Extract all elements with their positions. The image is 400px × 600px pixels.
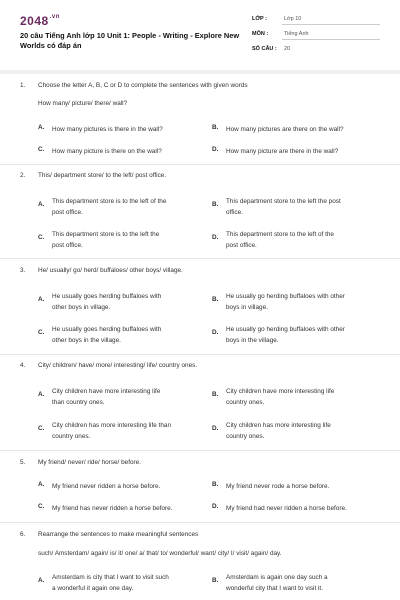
meta-divider [282,39,380,40]
option-text: This department store is to the left of the post office. [52,198,167,216]
question-prompt: How many/ picture/ there/ wall? [38,100,128,107]
option-letter: C. [38,234,45,241]
question-number: 6. [20,531,26,538]
page-title: 20 câu Tiếng Anh lớp 10 Unit 1: People - Writing - Explore New Worlds có đáp án [20,31,240,50]
logo-suffix: .vn [49,14,60,20]
option-letter: D. [212,425,219,432]
question-divider [0,522,400,523]
option-text: City children have more interesting life country ones. [226,388,335,406]
logo-text: 2048 [20,14,49,28]
question-text: He/ usually/ go/ herd/ buffaloes/ other boys/ village. [38,267,183,274]
option-letter: C. [38,425,45,432]
option-text: This department store to the left the post office. [226,198,341,216]
option-letter: A. [38,296,45,303]
question-divider [0,354,400,355]
option-letter: A. [38,481,45,488]
option-letter: D. [212,503,219,510]
option-letter: B. [212,481,219,488]
option-text: City children has more interesting life than country ones. [52,422,171,440]
option-text: How many pictures are there on the wall? [226,126,344,133]
question-number: 4. [20,362,26,369]
option-text: City children has more interesting life country ones. [226,422,331,440]
option-text: How many picture are there in the wall? [226,148,339,155]
option-letter: C. [38,146,45,153]
option-text: How many pictures is there in the wall? [52,126,163,133]
option-text: My friend never rode a horse before. [226,483,330,490]
option-text: He usually goes herding buffaloes with other boys in village. [52,293,162,311]
option-letter: B. [212,577,219,584]
option-letter: A. [38,201,45,208]
option-letter: C. [38,503,45,510]
header-separator [0,70,400,74]
option-text: This department store is to the left the post office. [52,231,160,249]
option-text: My friend had never ridden a horse before. [226,505,347,512]
option-text: This department store to the left of the post office. [226,231,334,249]
meta-socau-label: SỐ CÂU : [252,46,277,52]
site-logo[interactable] [20,14,60,28]
option-text: Amsterdam is again one day such a wonderful city that I want to visit it. [226,574,328,592]
option-letter: B. [212,391,219,398]
meta-socau-value: 20 [284,46,291,52]
option-letter: D. [212,234,219,241]
option-text: He usually goes herding buffaloes with other boys in the village. [52,326,162,344]
option-text: My friend has never ridden a horse before. [52,505,173,512]
question-number: 3. [20,267,26,274]
question-divider [0,258,400,259]
meta-mon-label: MÔN : [252,31,269,37]
option-text: How many picture is there on the wall? [52,148,162,155]
question-text: Choose the letter A, B, C or D to complete the sentences with given words [38,82,248,89]
option-letter: D. [212,146,219,153]
option-letter: B. [212,201,219,208]
question-divider [0,450,400,451]
question-text: Rearrange the sentences to make meaningful sentences [38,531,199,538]
question-text: My friend/ never/ ride/ horse/ before. [38,459,142,466]
question-number: 1. [20,82,26,89]
option-letter: B. [212,296,219,303]
question-divider [0,164,400,165]
meta-divider [282,24,380,25]
meta-lop-label: LỚP : [252,16,267,22]
meta-mon-value: Tiếng Anh [284,31,309,37]
option-text: He usually go herding buffaloes with other boys in the village. [226,326,345,344]
option-text: He usually go herding buffaloes with other boys in village. [226,293,345,311]
question-prompt: such/ Amsterdam/ again/ is/ it/ one/ a/ that/ to/ wonderful/ want/ city/ I/ visit/ again/ day. [38,550,282,557]
option-text: City children have more interesting life than country ones. [52,388,161,406]
page-header [0,0,400,66]
question-text: This/ department store/ to the left/ post office. [38,172,167,179]
option-letter: A. [38,124,45,131]
option-text: My friend never ridden a horse before. [52,483,161,490]
option-letter: C. [38,329,45,336]
question-text: City/ children/ have/ more/ interesting/ life/ country ones. [38,362,198,369]
question-number: 5. [20,459,26,466]
option-letter: D. [212,329,219,336]
question-number: 2. [20,172,26,179]
option-text: Amsterdam is city that I want to visit such a wonderful it again one day. [52,574,169,592]
option-letter: A. [38,577,45,584]
option-letter: A. [38,391,45,398]
option-letter: B. [212,124,219,131]
meta-lop-value: Lớp 10 [284,16,302,22]
